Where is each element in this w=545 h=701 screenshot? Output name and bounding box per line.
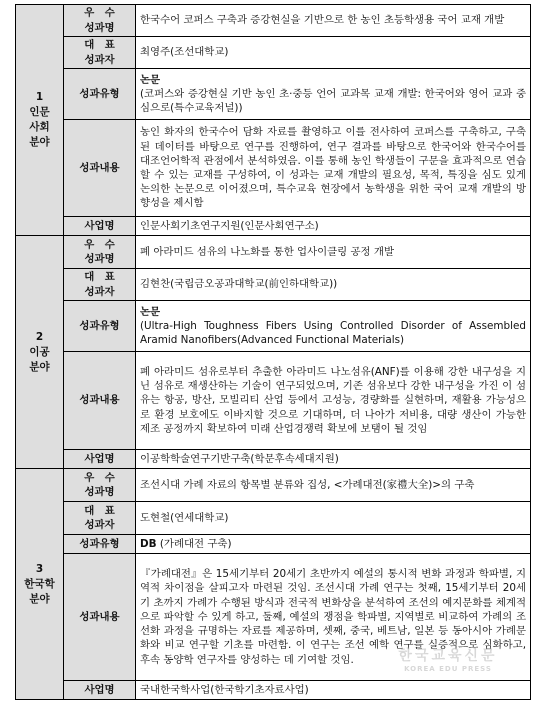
- type-value-detail: (Ultra-High Toughness Fibers Using Controlled Disorder of Assembled Aramid Nanofibers(Advanced Functional Materials): [140, 319, 526, 347]
- type-label: 성과유형: [64, 69, 136, 120]
- rep-label-line2: 성과자: [84, 519, 115, 531]
- content-value: 폐 아라미드 섬유로부터 추출한 아라미드 나노섬유(ANF)를 이용해 강한 내구성을 지닌 섬유로 재생산하는 기술이 연구되었으며, 기존 섬유보다 강한 내구성을 가진 이 섬유는 항공, 방산, 모빌리티 산업 등에서 고성능, 경량화를 실현하며, 재활용 가능성으로 환경 보호에도 이바지할 것으로 기대하며, 더 나아가 저비용, 대량 생산이 가능한 제조 공정까지 확보하여 미래 산업경쟁력 확보에 보탬이 될 것임: [136, 352, 531, 450]
- rep-label-cell: [64, 269, 136, 301]
- section-1-title-row: [16, 5, 531, 37]
- project-label: 사업명: [64, 217, 136, 236]
- watermark-line1: 한국교육신문: [398, 648, 498, 664]
- section-1-content-row: [16, 120, 531, 217]
- section-3-rep-row: [16, 502, 531, 535]
- type-label: 성과유형: [64, 535, 136, 554]
- type-value-cell: [136, 535, 531, 554]
- type-label: 성과유형: [64, 301, 136, 352]
- type-value-detail: (가례대전 구축): [159, 537, 232, 550]
- section-2-area-cell: [16, 236, 64, 469]
- title-value: 폐 아라미드 섬유의 나노화를 통한 업사이클링 공정 개발: [136, 236, 531, 269]
- rep-label-line2: 성과자: [84, 53, 115, 66]
- section-1-area-line3: 분야: [29, 136, 50, 148]
- project-label: 사업명: [64, 450, 136, 469]
- project-value: 국내한국학사업(한국학기초자료사업): [136, 681, 531, 700]
- project-label: 사업명: [64, 681, 136, 700]
- title-label-line2: 성과명: [84, 486, 115, 498]
- type-value-bold: 논문: [140, 305, 161, 318]
- section-1-area-cell: [16, 5, 64, 236]
- rep-label-line1: 대 표: [84, 39, 115, 52]
- achievements-table: [15, 4, 531, 700]
- section-3-area-number: 3: [35, 562, 44, 575]
- content-label: 성과내용: [64, 120, 136, 217]
- section-1-area-number: 1: [35, 91, 44, 103]
- type-value-cell: [136, 301, 531, 352]
- rep-label-line1: 대 표: [84, 504, 115, 517]
- title-label-cell: [64, 236, 136, 269]
- type-value-bold: DB: [140, 537, 157, 550]
- title-label-line2: 성과명: [84, 253, 115, 265]
- content-value: 『가례대전』은 15세기부터 20세기 초반까지 예설의 통시적 변화 과정과 학파별, 지역적 차이점을 살피고자 마련된 것임. 조선시대 가례 연구는 첫째, 15세기부터 20세기 초까지 가례가 수행된 방식과 전국적 변화상을 분석하여 조선의 예지문화를 체계적으로 파악할 수 있게 하고, 둘째, 예설의 쟁점을 학파별, 지역별로 비교하여 가례의 조선화 과정을 규명하는 자료를 제공하며, 셋째, 중국, 베트남, 일본 등 동아시아 가례문화와 비교 연구할 기초를 마련함. 이 연구는 조선 예학 연구를 실증적으로 심화하고, 후속 동양학 연구자를 양성하는 데 기여할 것임.: [136, 554, 531, 681]
- title-label-line1: 우 수: [84, 7, 115, 20]
- project-value: 인문사회기초연구지원(인문사회연구소): [136, 217, 531, 236]
- title-label-cell: [64, 469, 136, 502]
- content-label: 성과내용: [64, 352, 136, 450]
- section-2-content-row: [16, 352, 531, 450]
- title-label-cell: [64, 5, 136, 37]
- section-1-area-line1: 인문: [29, 106, 50, 118]
- rep-value: 최영주(조선대학교): [136, 37, 531, 69]
- section-3-type-row: [16, 535, 531, 554]
- content-value: 농인 화자의 한국수어 담화 자료를 촬영하고 이를 전사하여 코퍼스를 구축하고, 구축된 데이터를 바탕으로 연구를 진행하여, 연구 결과를 바탕으로 한국어와 한국수어를 대조언어학적 관점에서 분석하였음. 이를 통해 농인 학생들이 구문을 효과적으로 연습할 수 있는 교재를 구성하여, 이 성과는 교재 개발의 필요성, 목적, 특징을 심도 있게 논의한 논문으로 이어졌으며, 특수교육 현장에서 농학생을 위한 국어 교재 개발의 방향성을 제시함: [136, 120, 531, 217]
- rep-label-line1: 대 표: [84, 271, 115, 284]
- title-label-line2: 성과명: [84, 21, 115, 34]
- type-value-bold: 논문: [140, 73, 161, 86]
- section-2-project-row: [16, 450, 531, 469]
- rep-label-line2: 성과자: [84, 285, 115, 298]
- watermark-line2: KOREA EDU PRESS: [404, 665, 492, 673]
- section-1-project-row: [16, 217, 531, 236]
- section-2-type-row: [16, 301, 531, 352]
- section-2-area-number: 2: [35, 330, 44, 343]
- type-value-cell: [136, 69, 531, 120]
- press-watermark: [373, 645, 523, 679]
- title-value: 조선시대 가례 자료의 항목별 분류와 집성, <가례대전(家禮大全)>의 구축: [136, 469, 531, 502]
- rep-value: 김현찬(국립금오공과대학교(前인하대학교)): [136, 269, 531, 301]
- section-3-area-cell: [16, 469, 64, 700]
- project-value: 이공학학술연구기반구축(학문후속세대지원): [136, 450, 531, 469]
- title-label-line1: 우 수: [84, 238, 115, 251]
- rep-label-cell: [64, 502, 136, 535]
- section-3-area-line2: 분야: [29, 592, 50, 605]
- rep-value: 도현철(연세대학교): [136, 502, 531, 535]
- section-2-area-line2: 분야: [29, 360, 50, 373]
- type-value-detail: (코퍼스와 증강현실 기반 농인 초·중등 언어 교과목 교재 개발: 한국어와 영어 교과 중심으로(특수교육저널)): [140, 87, 526, 115]
- section-1-rep-row: [16, 37, 531, 69]
- section-3-project-row: [16, 681, 531, 700]
- title-label-line1: 우 수: [84, 471, 115, 484]
- section-1-area-line2: 사회: [29, 121, 50, 133]
- section-2-title-row: [16, 236, 531, 269]
- section-2-area-line1: 이공: [29, 345, 50, 358]
- content-label: 성과내용: [64, 554, 136, 681]
- title-value: 한국수어 코퍼스 구축과 증강현실을 기반으로 한 농인 초등학생용 국어 교재 개발: [136, 5, 531, 37]
- section-1-type-row: [16, 69, 531, 120]
- section-2-rep-row: [16, 269, 531, 301]
- rep-label-cell: [64, 37, 136, 69]
- section-3-title-row: [16, 469, 531, 502]
- section-3-area-line1: 한국학: [24, 577, 55, 590]
